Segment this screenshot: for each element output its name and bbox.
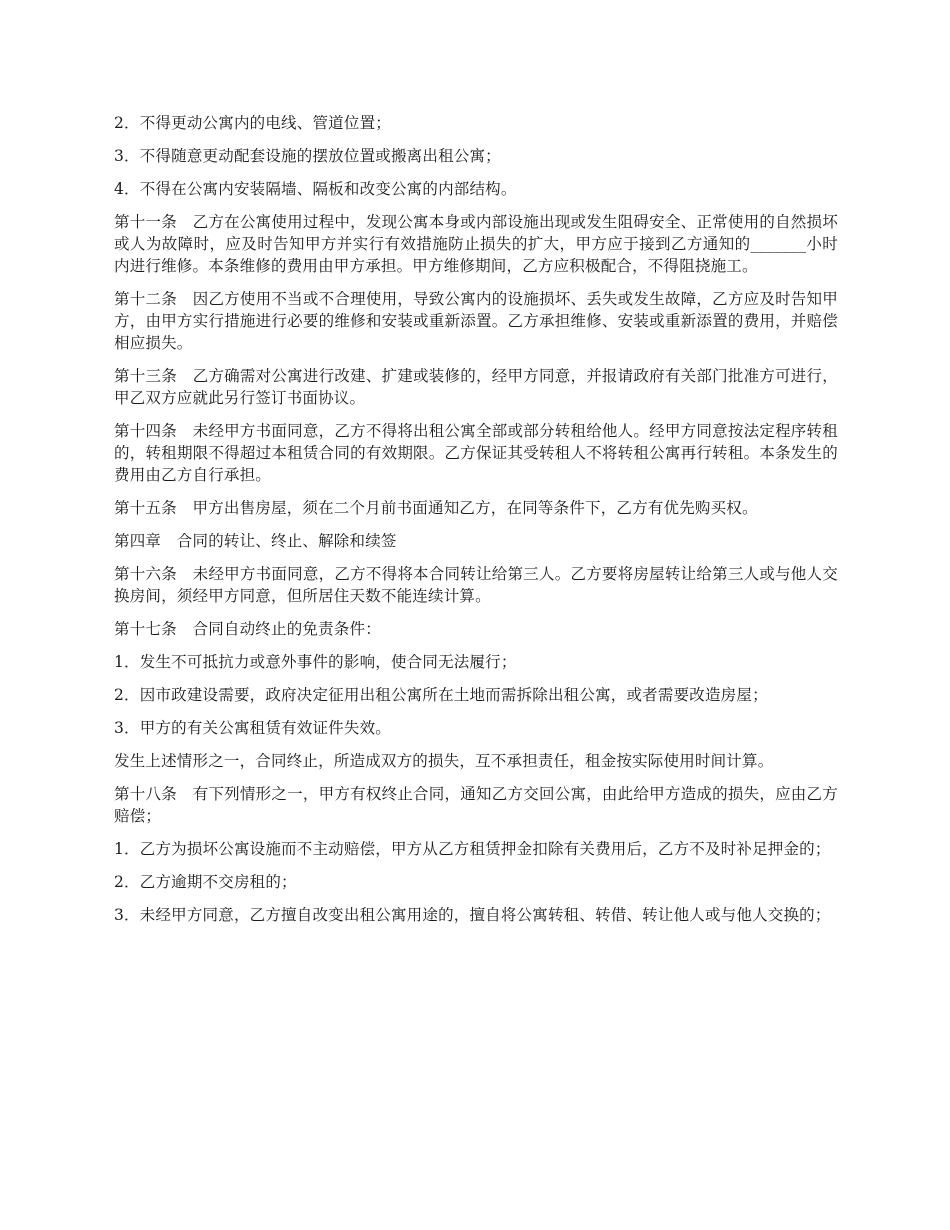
- paragraph: 第十二条 因乙方使用不当或不合理使用，导致公寓内的设施损坏、丢失或发生故障，乙方应及时告知甲方，由甲方实行措施进行必要的维修和安装或重新添置。乙方承担维修、安装或重新添置的费用，并赔偿相应损失。: [114, 290, 838, 352]
- paragraph: 第十七条 合同自动终止的免责条件：: [114, 620, 381, 638]
- paragraph: 2．因市政建设需要，政府决定征用出租公寓所在土地而需拆除出租公寓，或者需要改造房屋；: [114, 686, 768, 704]
- paragraph: 4．不得在公寓内安装隔墙、隔板和改变公寓的内部结构。: [114, 180, 517, 198]
- paragraph: 1．乙方为损坏公寓设施而不主动赔偿，甲方从乙方租赁押金扣除有关费用后，乙方不及时补足押金的；: [114, 840, 831, 858]
- document-page: [114, 112, 838, 937]
- chapter-heading: 第四章 合同的转让、终止、解除和续签: [114, 532, 397, 550]
- paragraph: 1．发生不可抵抗力或意外事件的影响，使合同无法履行；: [114, 653, 517, 671]
- paragraph: 3．不得随意更动配套设施的摆放位置或搬离出租公寓；: [114, 147, 501, 165]
- paragraph: 第十三条 乙方确需对公寓进行改建、扩建或装修的，经甲方同意，并报请政府有关部门批准方可进行，甲乙双方应就此另行签订书面协议。: [114, 367, 838, 407]
- paragraph: 3．甲方的有关公寓租赁有效证件失效。: [114, 719, 391, 737]
- paragraph: 第十四条 未经甲方书面同意，乙方不得将出租公寓全部或部分转租给他人。经甲方同意按法定程序转租的，转租期限不得超过本租赁合同的有效期限。乙方保证其受转租人不将转租公寓再行转租。本条发生的费用由乙方自行承担。: [114, 422, 838, 484]
- paragraph: 第十六条 未经甲方书面同意，乙方不得将本合同转让给第三人。乙方要将房屋转让给第三人或与他人交换房间，须经甲方同意，但所居住天数不能连续计算。: [114, 565, 838, 605]
- paragraph: 3．未经甲方同意，乙方擅自改变出租公寓用途的，擅自将公寓转租、转借、转让他人或与他人交换的；: [114, 906, 831, 924]
- paragraph: 第十八条 有下列情形之一，甲方有权终止合同，通知乙方交回公寓，由此给甲方造成的损失，应由乙方赔偿；: [114, 785, 838, 825]
- paragraph: 第十一条 乙方在公寓使用过程中，发现公寓本身或内部设施出现或发生阻碍安全、正常使用的自然损坏或人为故障时，应及时告知甲方并实行有效措施防止损失的扩大，甲方应于接到乙方通知的_______小时内进行维修。本条维修的费用由甲方承担。甲方维修期间，乙方应积极配合，不得阻挠施工。: [114, 213, 838, 275]
- paragraph: 2．乙方逾期不交房租的；: [114, 873, 297, 891]
- paragraph: 发生上述情形之一，合同终止，所造成双方的损失，互不承担责任，租金按实际使用时间计算。: [114, 752, 774, 770]
- paragraph: 第十五条 甲方出售房屋，须在二个月前书面通知乙方，在同等条件下，乙方有优先购买权。: [114, 499, 758, 517]
- paragraph: 2．不得更动公寓内的电线、管道位置；: [114, 114, 391, 132]
